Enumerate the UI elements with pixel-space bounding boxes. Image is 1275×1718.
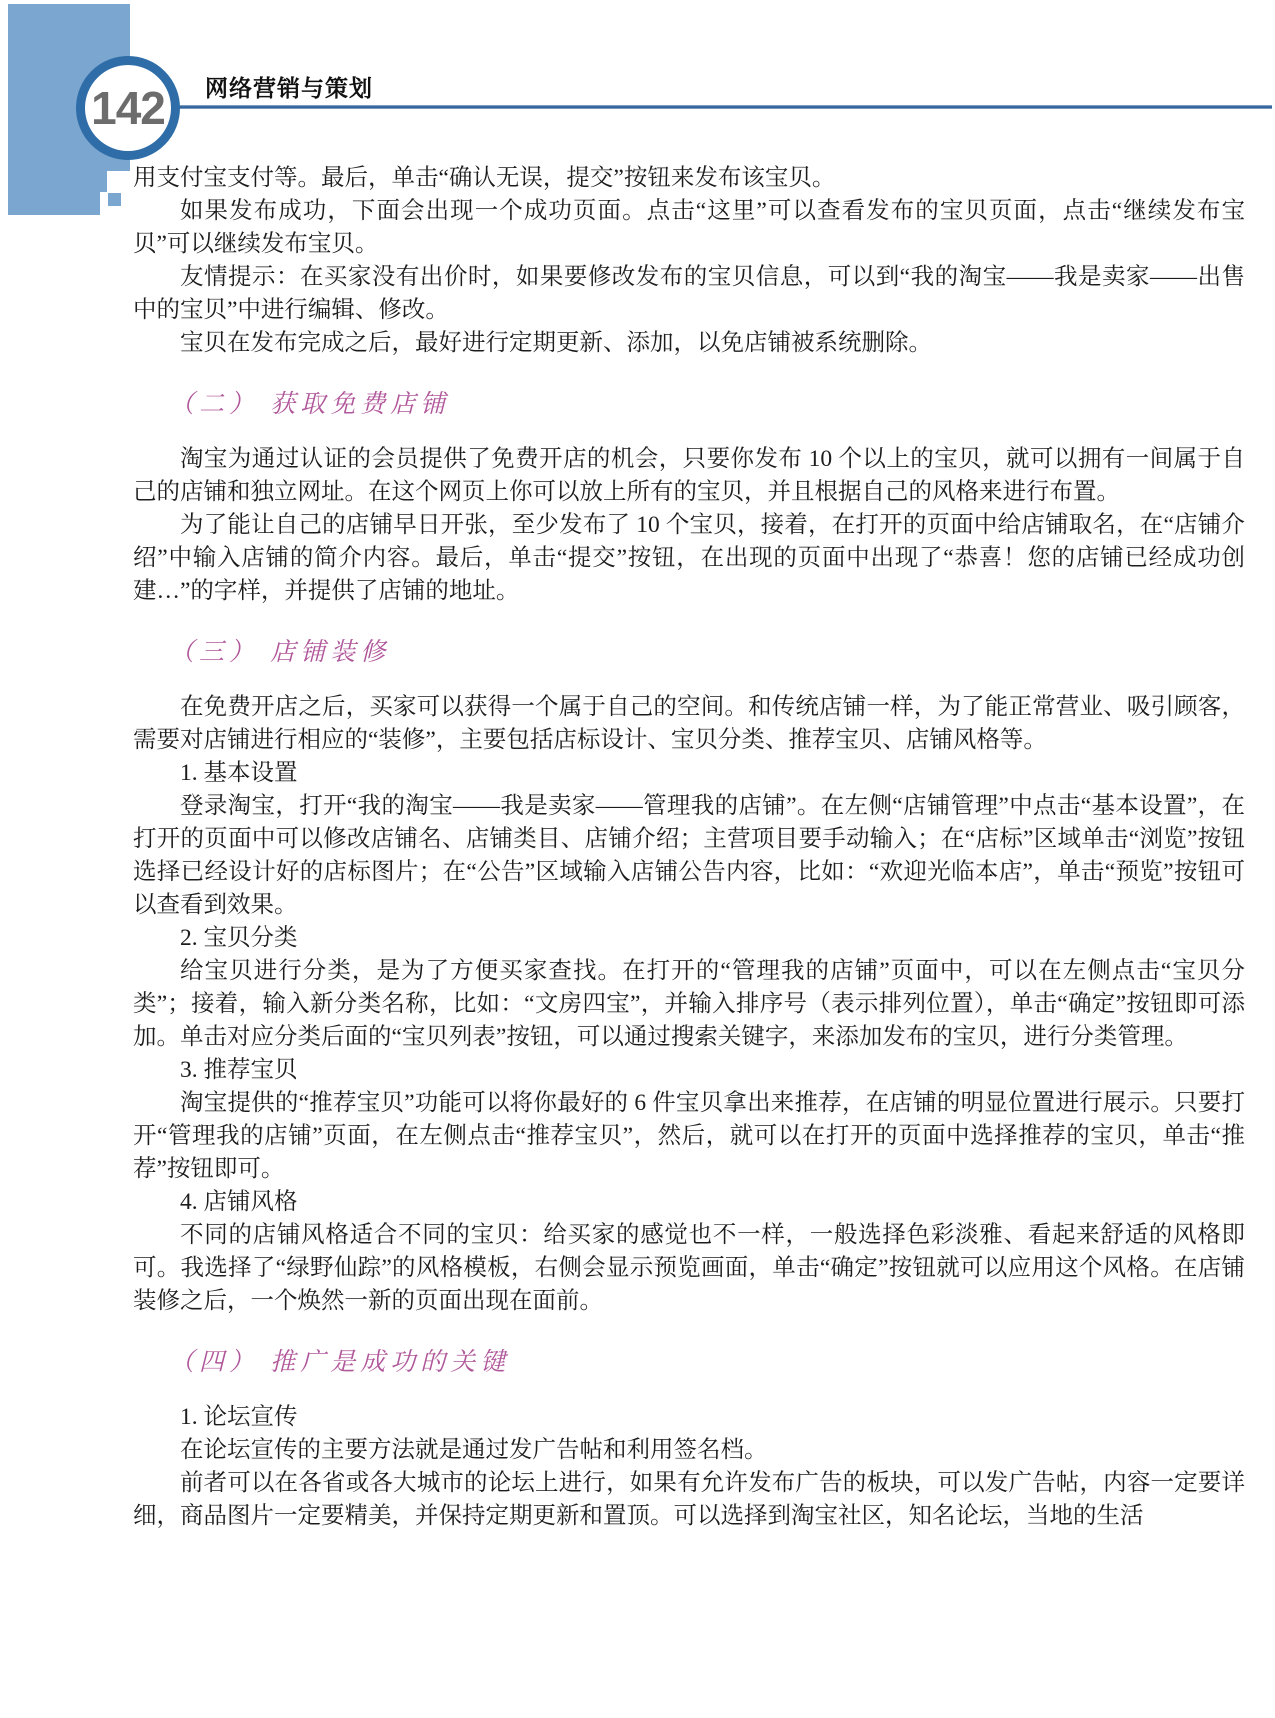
header-blue-square <box>108 193 121 206</box>
paragraph: 如果发布成功，下面会出现一个成功页面。点击“这里”可以查看发布的宝贝页面，点击“继续发布宝贝”可以继续发布宝贝。 <box>133 198 1245 257</box>
page-number: 142 <box>91 82 165 134</box>
paragraph: 给宝贝进行分类，是为了方便买家查找。在打开的“管理我的店铺”页面中，可以在左侧点击“宝贝分类”；接着，输入新分类名称，比如：“文房四宝”，并输入排序号（表示排列位置），单击“确定”按钮即可添加。单击对应分类后面的“宝贝列表”按钮，可以通过搜索关键字，来添加发布的宝贝，进行分类管理。 <box>133 958 1245 1050</box>
numbered-item: 3. 推荐宝贝 <box>180 1057 298 1083</box>
paragraph: 在免费开店之后，买家可以获得一个属于自己的空间。和传统店铺一样，为了能正常营业、吸引顾客，需要对店铺进行相应的“装修”，主要包括店标设计、宝贝分类、推荐宝贝、店铺风格等。 <box>133 694 1245 753</box>
section-heading: （四） 推广是成功的关键 <box>169 1349 511 1376</box>
paragraph: 在论坛宣传的主要方法就是通过发广告帖和利用签名档。 <box>180 1437 768 1463</box>
section-heading: （二） 获取免费店铺 <box>169 391 451 418</box>
paragraph: 宝贝在发布完成之后，最好进行定期更新、添加，以免店铺被系统删除。 <box>180 330 932 356</box>
page-number-badge <box>76 56 180 160</box>
header-blue-block-foot <box>8 192 100 215</box>
paragraph: 为了能让自己的店铺早日开张，至少发布了 10 个宝贝，接着，在打开的页面中给店铺取名，在“店铺介绍”中输入店铺的简介内容。最后，单击“提交”按钮，在出现的页面中出现了“恭喜！您的店铺已经成功创建…”的字样，并提供了店铺的地址。 <box>133 512 1245 604</box>
numbered-item: 1. 论坛宣传 <box>180 1404 298 1430</box>
numbered-item: 2. 宝贝分类 <box>180 925 298 951</box>
paragraph: 用支付宝支付等。最后，单击“确认无误，提交”按钮来发布该宝贝。 <box>133 165 836 191</box>
header-rule <box>177 105 1272 109</box>
paragraph: 不同的店铺风格适合不同的宝贝：给买家的感觉也不一样，一般选择色彩淡雅、看起来舒适的风格即可。我选择了“绿野仙踪”的风格模板，右侧会显示预览画面，单击“确定”按钮就可以应用这个风格。在店铺装修之后，一个焕然一新的页面出现在面前。 <box>133 1222 1245 1314</box>
header-blue-block-step <box>8 171 107 192</box>
paragraph: 登录淘宝，打开“我的淘宝——我是卖家——管理我的店铺”。在左侧“店铺管理”中点击“基本设置”，在打开的页面中可以修改店铺名、店铺类目、店铺介绍；主营项目要手动输入；在“店标”区域单击“浏览”按钮选择已经设计好的店标图片；在“公告”区域输入店铺公告内容，比如：“欢迎光临本店”，单击“预览”按钮可以查看到效果。 <box>133 793 1245 918</box>
paragraph: 淘宝为通过认证的会员提供了免费开店的机会，只要你发布 10 个以上的宝贝，就可以拥有一间属于自己的店铺和独立网址。在这个网页上你可以放上所有的宝贝，并且根据自己的风格来进行布置。 <box>133 446 1245 505</box>
paragraph: 前者可以在各省或各大城市的论坛上进行，如果有允许发布广告的板块，可以发广告帖，内容一定要详细，商品图片一定要精美，并保持定期更新和置顶。可以选择到淘宝社区，知名论坛，当地的生活 <box>133 1470 1245 1529</box>
page-content <box>133 162 1245 1533</box>
numbered-item: 1. 基本设置 <box>180 760 298 786</box>
book-title: 网络营销与策划 <box>205 75 373 101</box>
numbered-item: 4. 店铺风格 <box>180 1189 298 1215</box>
section-heading: （三） 店铺装修 <box>169 639 391 666</box>
paragraph: 淘宝提供的“推荐宝贝”功能可以将你最好的 6 件宝贝拿出来推荐，在店铺的明显位置进行展示。只要打开“管理我的店铺”页面，在左侧点击“推荐宝贝”，然后，就可以在打开的页面中选择推荐的宝贝，单击“推荐”按钮即可。 <box>133 1090 1245 1182</box>
paragraph: 友情提示：在买家没有出价时，如果要修改发布的宝贝信息，可以到“我的淘宝——我是卖家——出售中的宝贝”中进行编辑、修改。 <box>133 264 1245 323</box>
